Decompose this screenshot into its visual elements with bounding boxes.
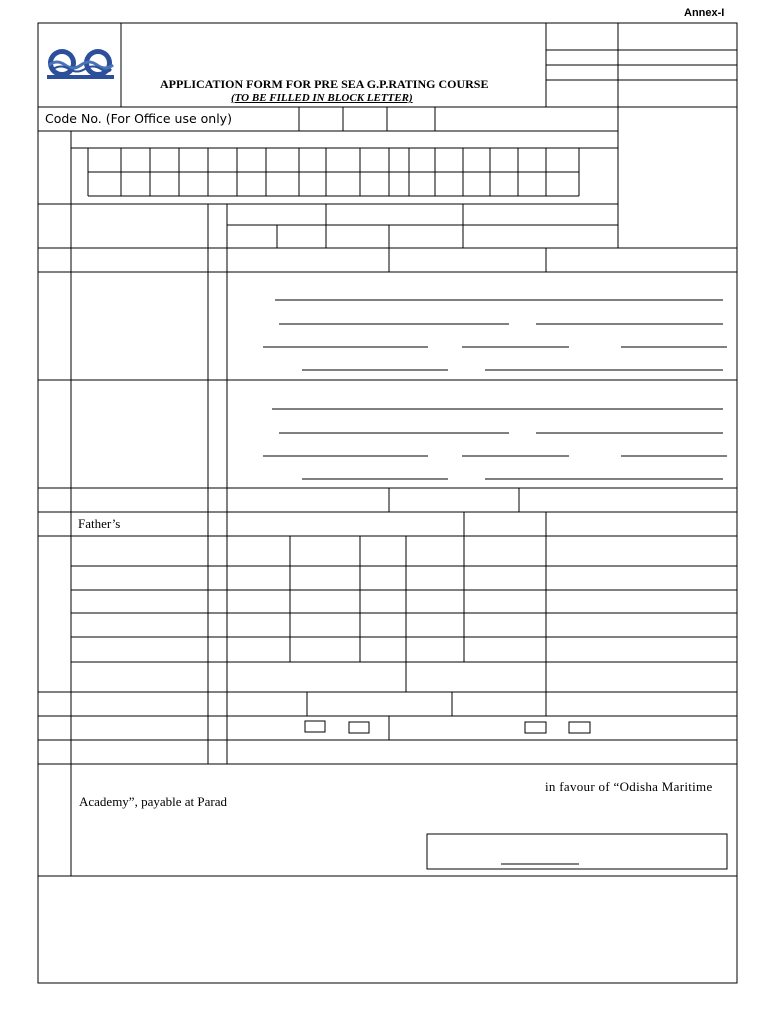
academy-emblem-icon	[45, 48, 116, 82]
payment-favour-text: in favour of “Odisha Maritime	[545, 779, 713, 794]
academy-logo	[45, 48, 116, 82]
office-code-label: Code No. (For Office use only)	[45, 111, 232, 126]
payment-payable-text: Academy”, payable at Parad	[79, 794, 227, 809]
annex-label: Annex-I	[684, 7, 725, 19]
fathers-name-label: Father’s	[78, 516, 121, 531]
form-title: APPLICATION FORM FOR PRE SEA G.P.RATING COURSE	[160, 77, 489, 91]
form-subtitle: (TO BE FILLED IN BLOCK LETTER)	[231, 92, 413, 104]
